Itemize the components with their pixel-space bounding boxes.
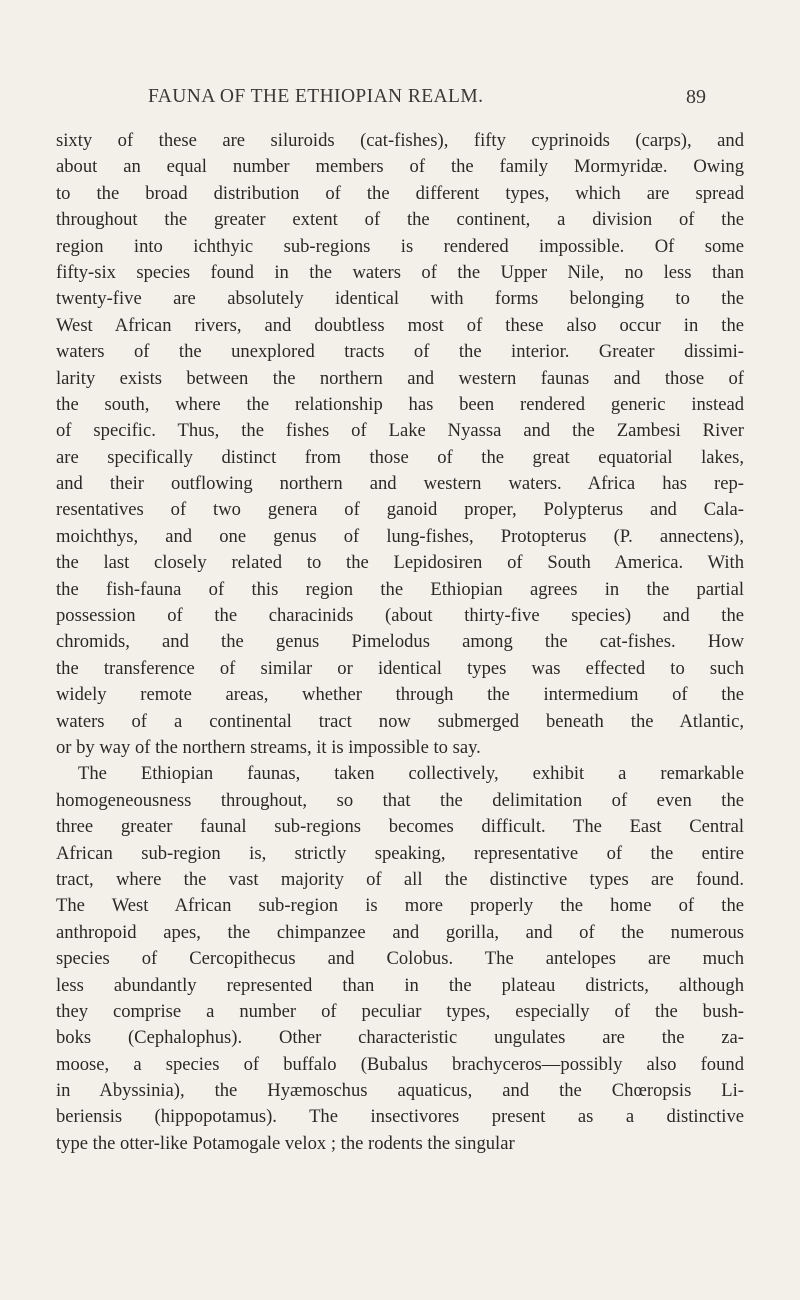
text-line: region into ichthyic sub-regions is rendered impossible. Of some [56,235,744,257]
text-line: African sub-region is, strictly speaking, representative of the entire [56,842,744,864]
text-line: chromids, and the genus Pimelodus among the cat-fishes. How [56,631,744,653]
text-line: tract, where the vast majority of all the distinctive types are found. [56,868,744,890]
text-line: in Abyssinia), the Hyæmoschus aquaticus, and the Chœropsis Li- [56,1080,744,1102]
text-line: The Ethiopian faunas, taken collectively, exhibit a remarkable [78,763,744,785]
text-line: waters of a continental tract now submerged beneath the Atlantic, [56,710,744,732]
paragraph [56,761,744,1157]
text-line: fifty-six species found in the waters of the Upper Nile, no less than [56,261,744,283]
text-line: anthropoid apes, the chimpanzee and gorilla, and of the numerous [56,921,744,943]
text-line: moose, a species of buffalo (Bubalus brachyceros—possibly also found [56,1053,744,1075]
paragraph [56,128,744,761]
text-line: the fish-fauna of this region the Ethiopian agrees in the partial [56,578,744,600]
text-line: widely remote areas, whether through the intermedium of the [56,684,744,706]
text-line: boks (Cephalophus). Other characteristic ungulates are the za- [56,1027,744,1049]
text-line: the last closely related to the Lepidosiren of South America. With [56,552,744,574]
text-line: and their outflowing northern and western waters. Africa has rep- [56,473,744,495]
text-line: sixty of these are siluroids (cat-fishes), fifty cyprinoids (carps), and [56,130,744,151]
text-line: West African rivers, and doubtless most of these also occur in the [56,314,744,336]
text-line: twenty-five are absolutely identical with forms belonging to the [56,288,744,310]
text-line: homogeneousness throughout, so that the delimitation of even the [56,789,744,811]
text-line: they comprise a number of peculiar types, especially of the bush- [56,1000,744,1022]
text-line: to the broad distribution of the different types, which are spread [56,182,744,204]
text-line: the south, where the relationship has been rendered generic instead [56,393,744,415]
text-line: less abundantly represented than in the plateau districts, although [56,974,744,996]
text-line: moichthys, and one genus of lung-fishes, Protopterus (P. annectens), [56,525,744,547]
text-line: type the otter-like Potamogale velox ; the rodents the singular [56,1132,515,1154]
text-line: or by way of the northern streams, it is impossible to say. [56,736,481,758]
text-line: are specifically distinct from those of the great equatorial lakes, [56,446,744,468]
text-line: the transference of similar or identical types was effected to such [56,657,744,679]
text-line: waters of the unexplored tracts of the interior. Greater dissimi- [56,341,744,363]
text-line: resentatives of two genera of ganoid proper, Polypterus and Cala- [56,499,744,521]
text-line: species of Cercopithecus and Colobus. The antelopes are much [56,948,744,970]
running-title: FAUNA OF THE ETHIOPIAN REALM. [148,86,484,107]
text-line: beriensis (hippopotamus). The insectivores present as a distinctive [56,1106,744,1128]
text-line: about an equal number members of the family Mormyridæ. Owing [56,156,744,178]
text-line: possession of the characinids (about thirty-five species) and the [56,605,744,627]
text-line: of specific. Thus, the fishes of Lake Nyassa and the Zambesi River [56,420,744,442]
running-head [0,86,800,114]
text-line: larity exists between the northern and western faunas and those of [56,367,744,389]
text-line: throughout the greater extent of the continent, a division of the [56,209,744,231]
text-line: The West African sub-region is more properly the home of the [56,895,744,917]
body-text [56,128,744,1157]
text-line: three greater faunal sub-regions becomes difficult. The East Central [56,816,744,838]
page-number: 89 [686,86,706,108]
